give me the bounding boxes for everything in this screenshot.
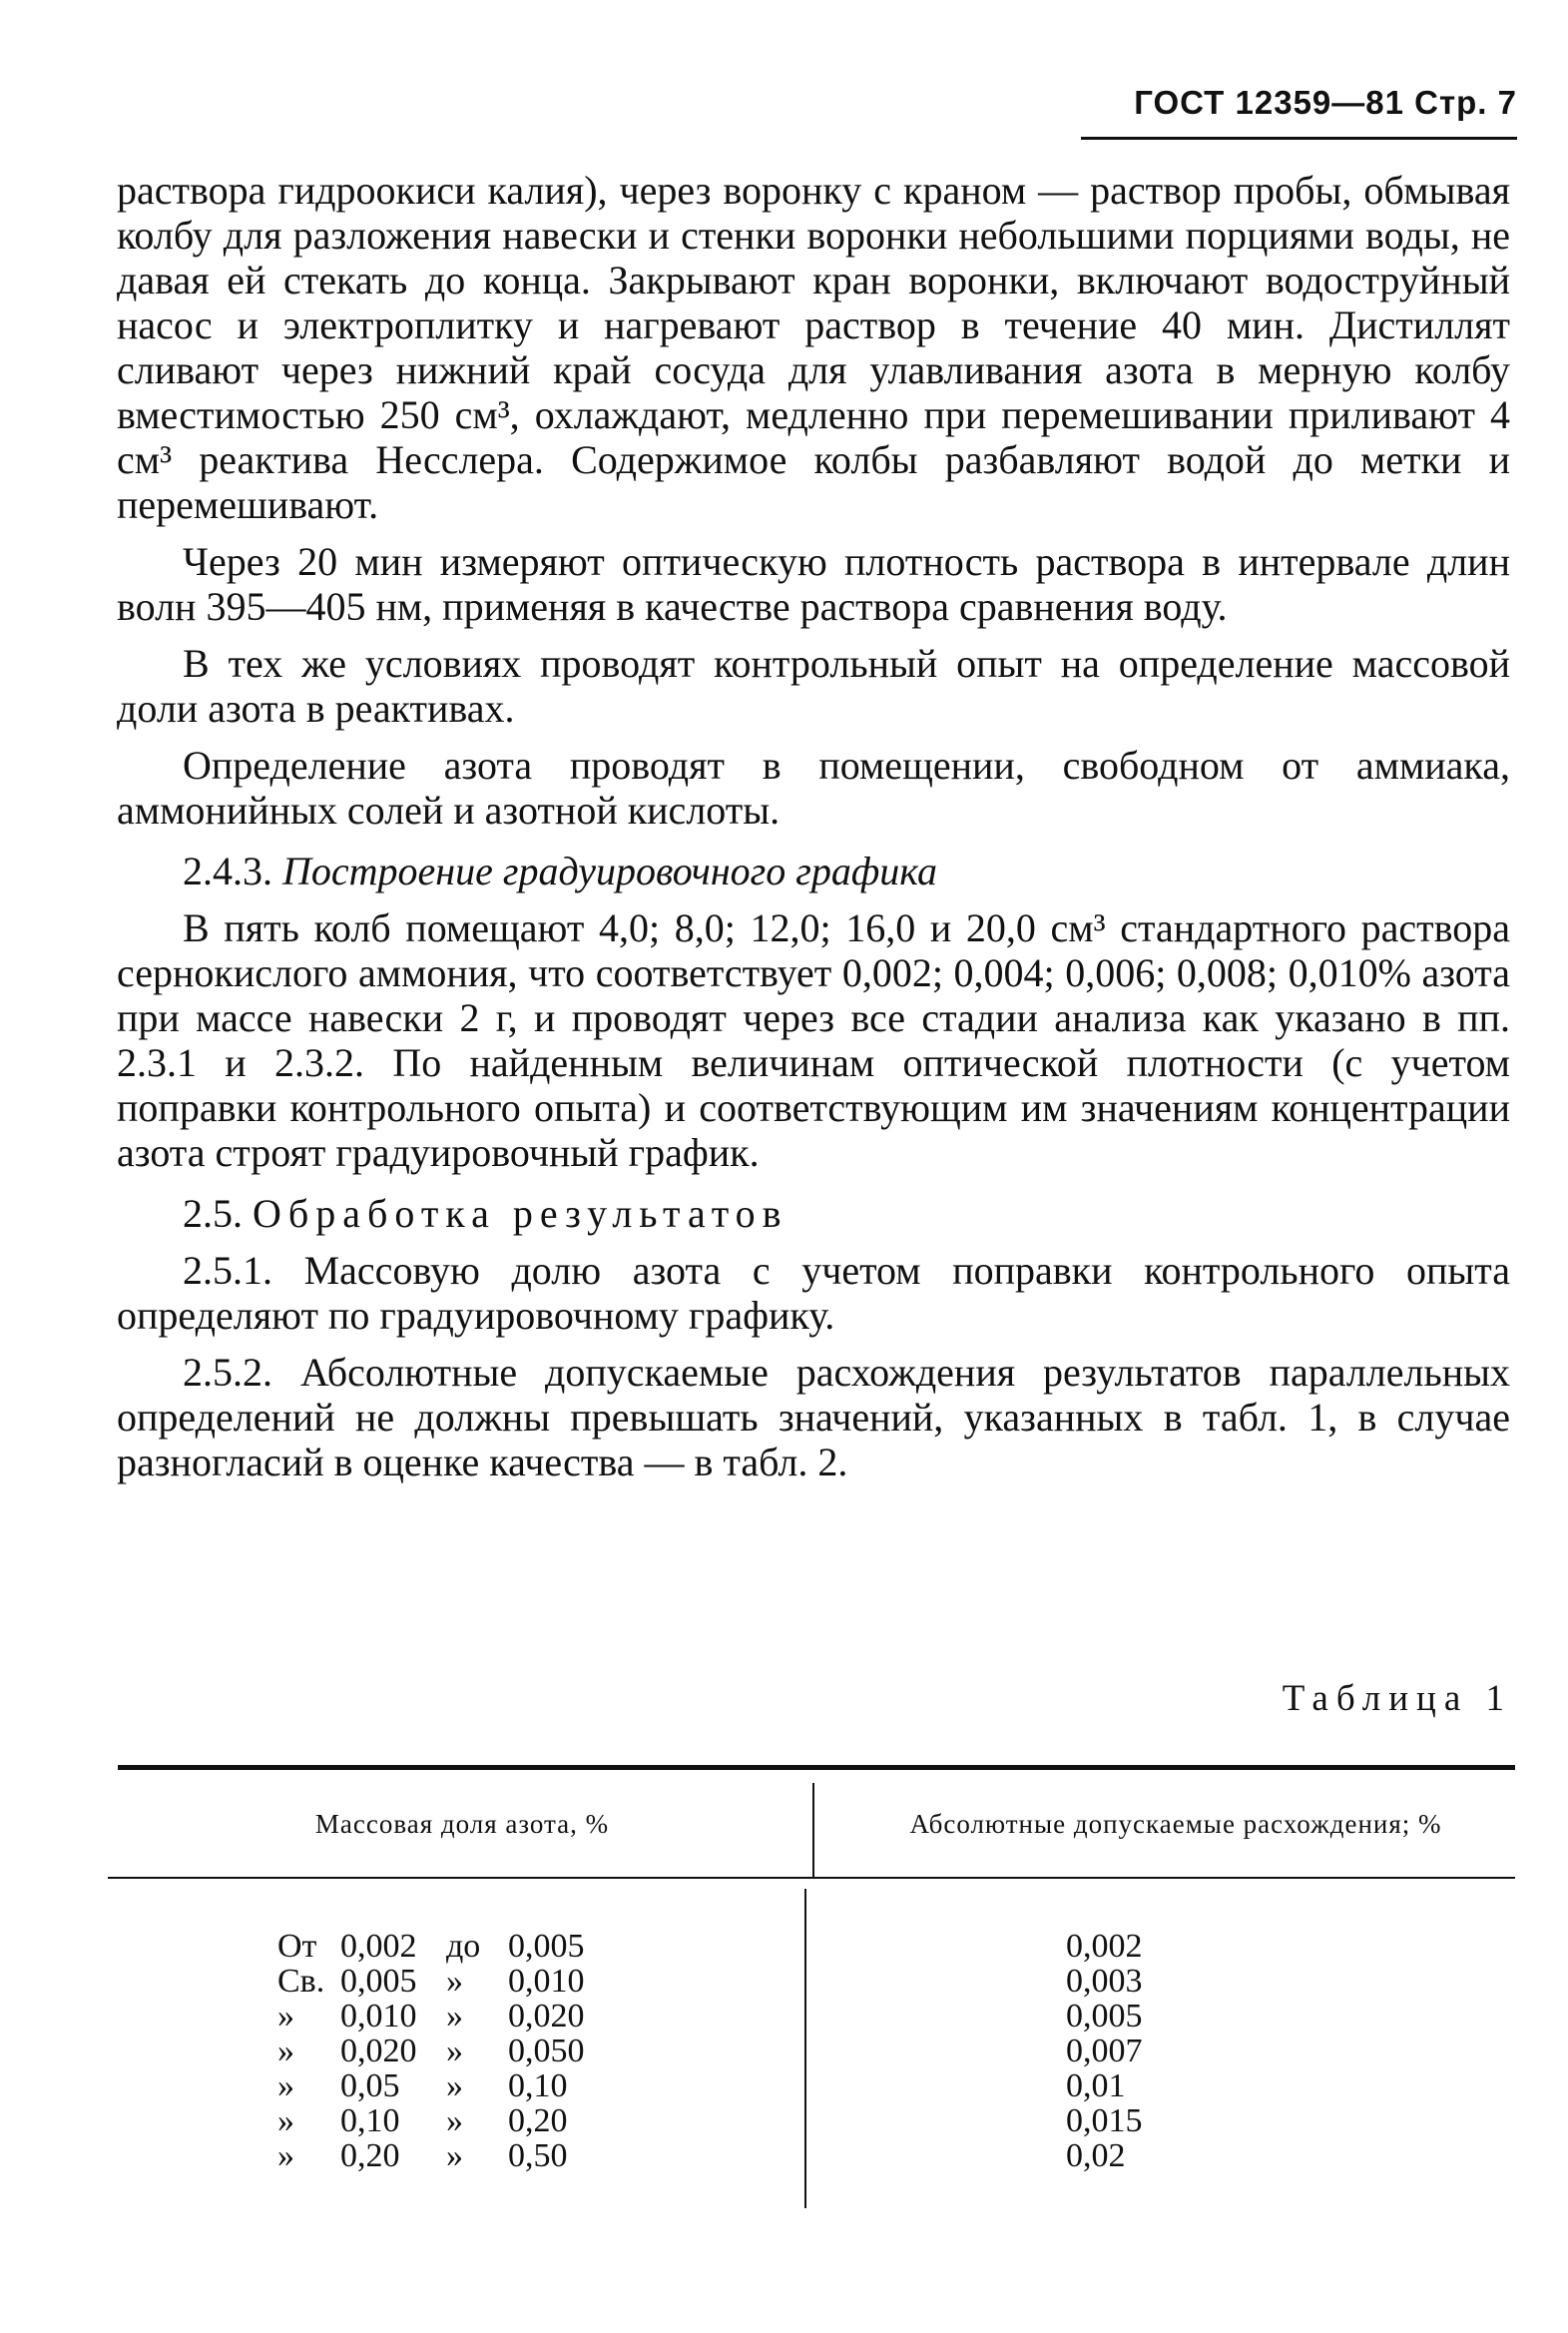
table-row: » 0,010 » 0,020 [277,1998,585,2035]
document-body [117,168,1510,1484]
section-2-4-3-title: Построение градуировочного графика [282,849,937,893]
table-row: От 0,002 до 0,005 [277,1928,585,1965]
table-cell-tolerance: 0,007 [1066,2033,1143,2069]
table-row: » 0,05 » 0,10 [277,2067,568,2104]
table-cell-tolerance: 0,01 [1066,2067,1126,2104]
table-cell-tolerance: 0,02 [1066,2137,1126,2174]
table-cell-tolerance: 0,015 [1066,2102,1143,2139]
table-header-rule [108,1877,1515,1879]
table-column-tolerances [1066,1929,1143,2173]
paragraph-continuation: раствора гидроокиси калия), через воронку с краном — раствор пробы, обмывая колбу для разложения навески и стенки воронки небольшими порциями воды, не давая ей стекать до конца. Закрывают кран воронки, включают водоструйный насос и электроплитку и нагревают раствор в течение 40 мин. Дистиллят сливают через нижний край сосуда для улавливания азота в мерную колбу вместимостью 250 см³, охлаждают, медленно при перемешивании приливают 4 см³ реактива Несслера. Содержимое колбы разбавляют водой до метки и перемешивают. [117,168,1510,527]
page-header [1081,84,1517,140]
header-text: ГОСТ 12359—81 Стр. 7 [1134,84,1517,121]
section-2-5-number: 2.5. [183,1191,243,1236]
section-2-4-3-number: 2.4.3. [183,849,272,893]
table-header-tolerance: Абсолютные допускаемые расхождения; % [909,1809,1442,1839]
paragraph-2-5-1: 2.5.1. Массовую долю азота с учетом поправки контрольного опыта определяют по градуировочному графику. [117,1248,1510,1338]
table-cell-tolerance: 0,005 [1066,1998,1143,2035]
paragraph-calibration: В пять колб помещают 4,0; 8,0; 12,0; 16,0 и 20,0 см³ стандартного раствора сернокислого аммония, что соответствует 0,002; 0,004; 0,006; 0,008; 0,010% азота при массе навески 2 г, и проводят через все стадии анализа как указано в пп. 2.3.1 и 2.3.2. По найденным величинам оптической плотности (с учетом поправки контрольного опыта) и соответствующим им значениям концентрации азота строят градуировочный график. [117,905,1510,1175]
header-rule [1081,137,1517,140]
table-row: » 0,020 » 0,050 [277,2033,585,2069]
table-cell-tolerance: 0,003 [1066,1963,1143,2000]
section-2-5-title: Обработка результатов [253,1191,788,1236]
paragraph-room-conditions: Определение азота проводят в помещении, свободном от аммиака, аммонийных солей и азотной кислоты. [117,743,1510,833]
table-body-divider [804,1889,806,2208]
table-header-divider [812,1783,814,1877]
table-top-rule [118,1765,1515,1770]
table-cell-tolerance: 0,002 [1066,1928,1143,1965]
table-header-mass-fraction: Массовая доля азота, % [314,1809,610,1839]
paragraph-optical-density: Через 20 мин измеряют оптическую плотность раствора в интервале длин волн 395—405 нм, применяя в качестве раствора сравнения воду. [117,539,1510,629]
table-caption: Таблица 1 [1282,1678,1512,1719]
section-2-5-heading [117,1191,1510,1236]
paragraph-2-5-2: 2.5.2. Абсолютные допускаемые расхождения результатов параллельных определений не должны превышать значений, указанных в табл. 1, в случае разногласий в оценке качества — в табл. 2. [117,1350,1510,1484]
table-row: » 0,20 » 0,50 [277,2137,568,2174]
paragraph-control-test: В тех же условиях проводят контрольный опыт на определение массовой доли азота в реактивах. [117,641,1510,731]
table-row: » 0,10 » 0,20 [277,2102,568,2139]
table-row: Св. 0,005 » 0,010 [277,1963,585,2000]
table-column-ranges [277,1929,618,2173]
table-1 [108,1765,1515,2224]
section-2-4-3-heading [117,849,1510,893]
